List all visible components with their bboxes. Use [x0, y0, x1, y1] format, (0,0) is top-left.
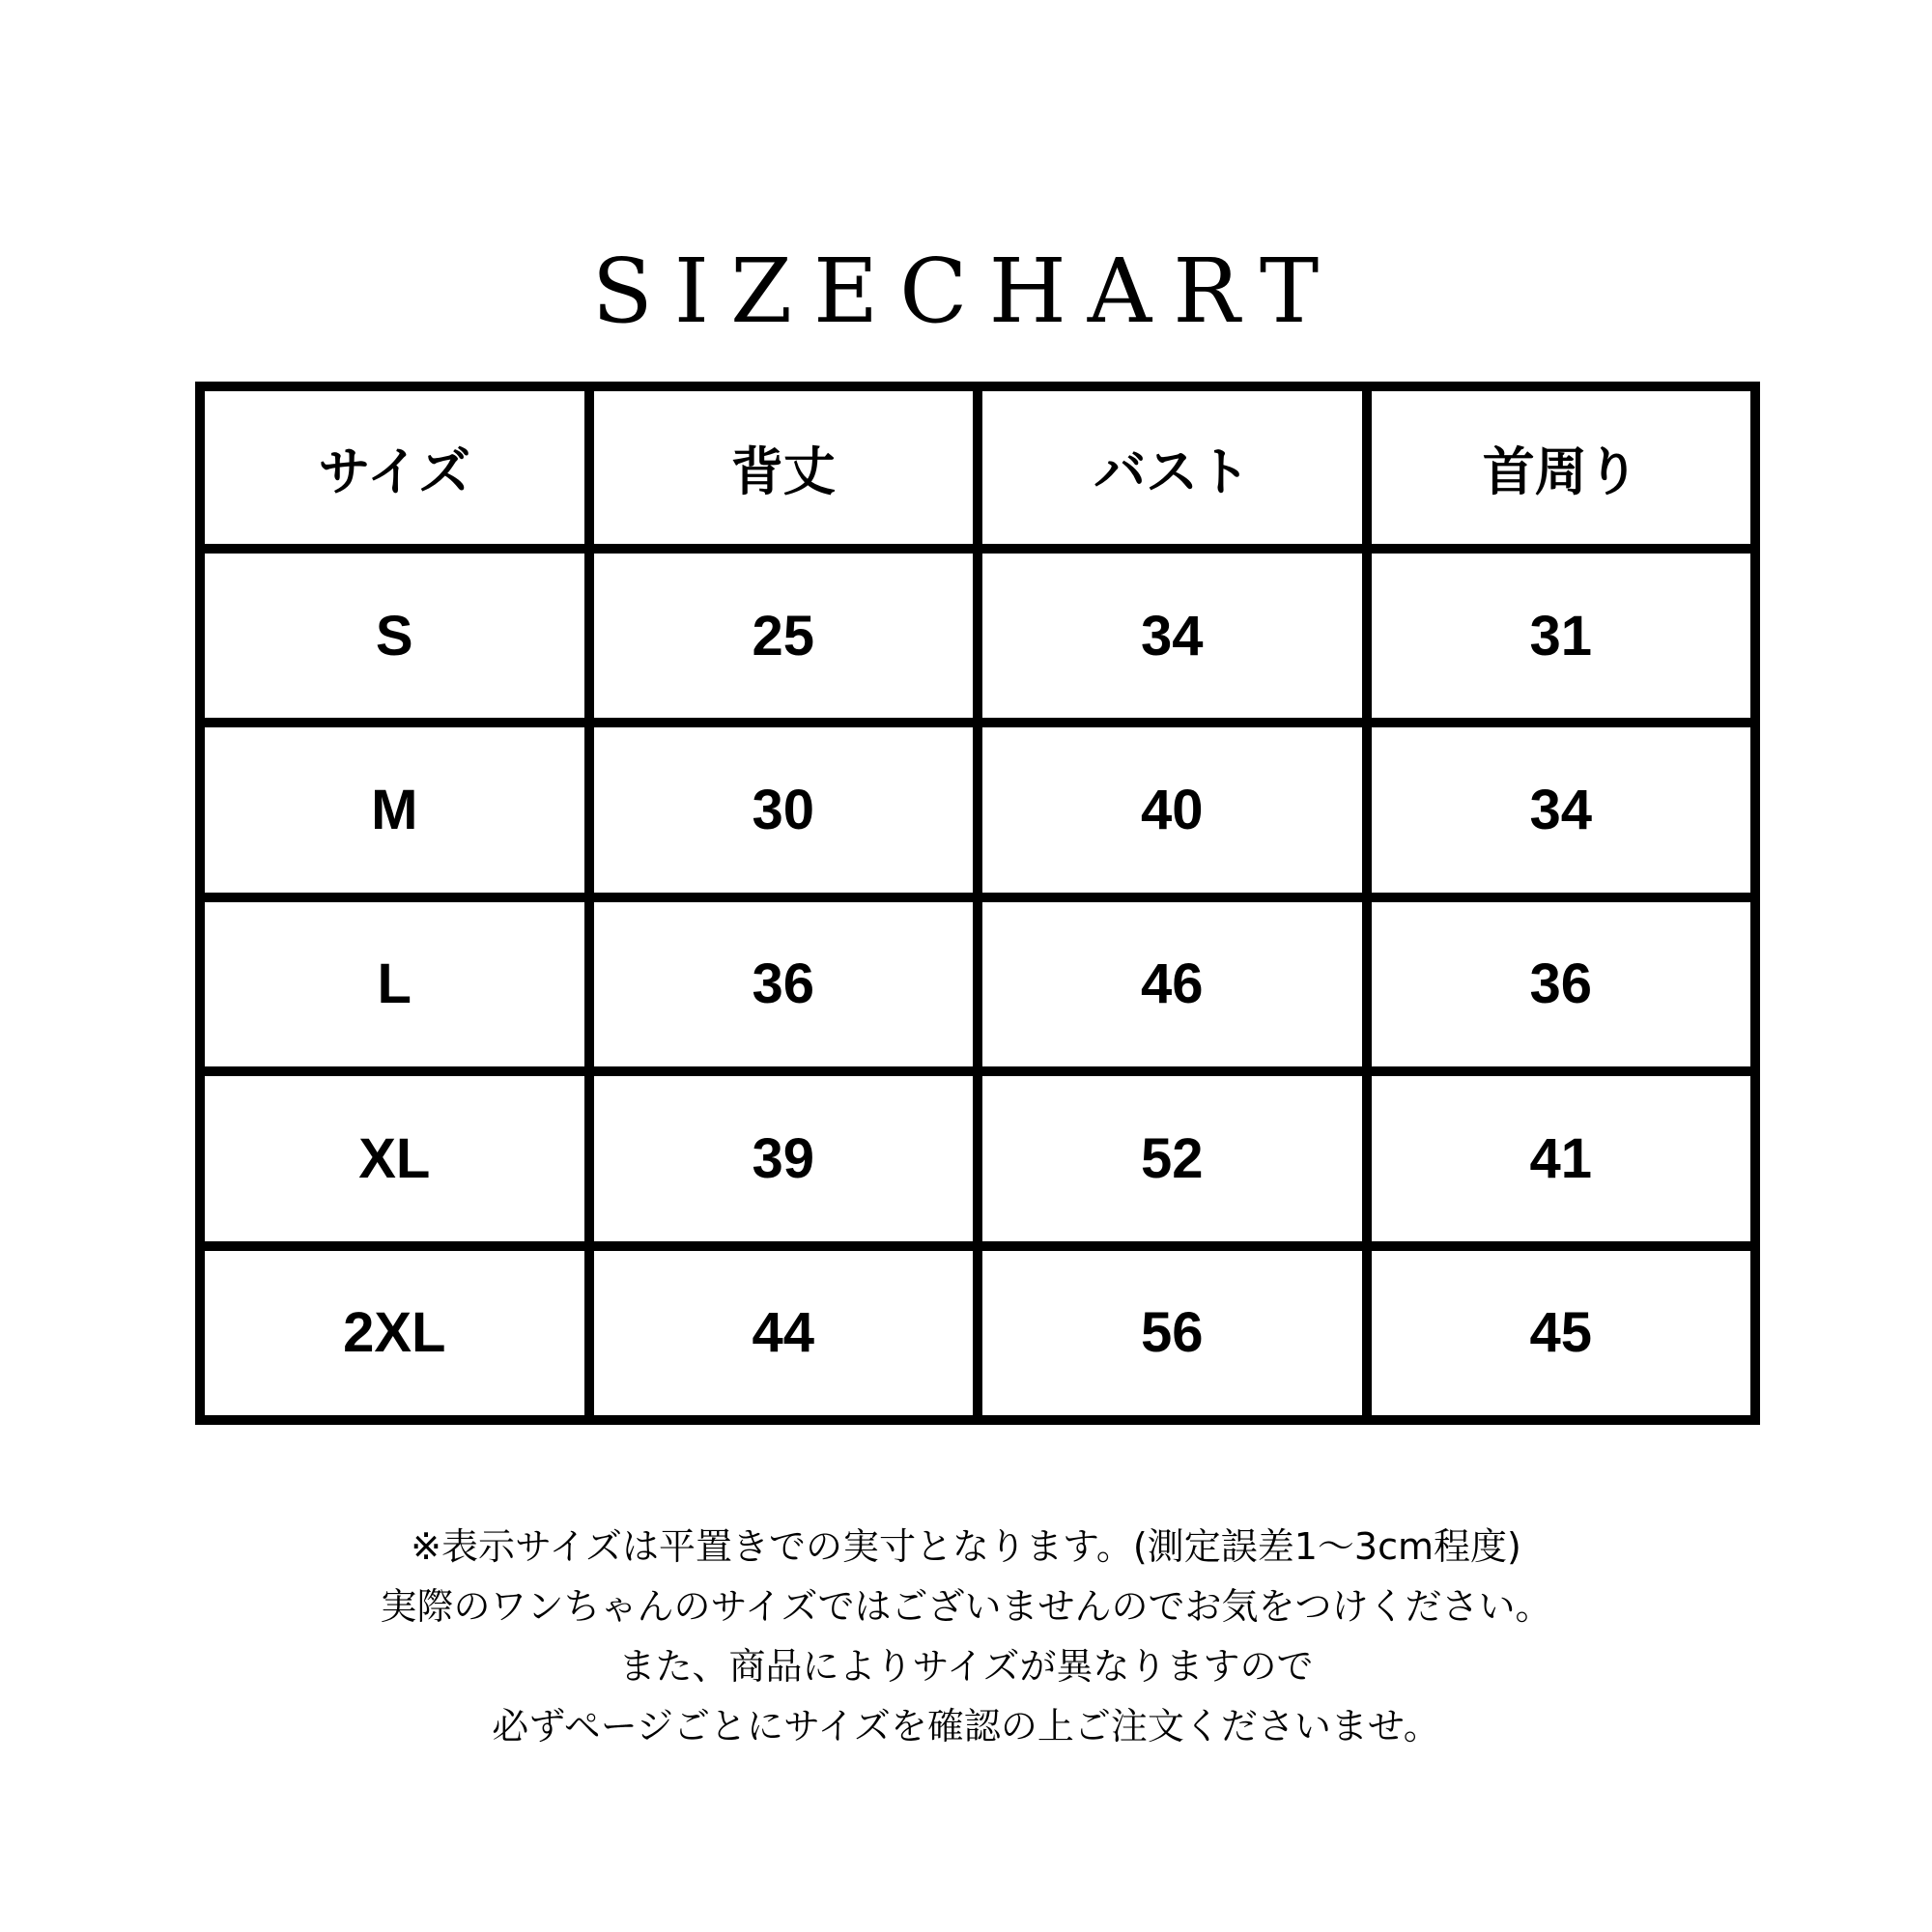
cell-bust: 40: [978, 723, 1367, 896]
cell-size: 2XL: [200, 1246, 589, 1420]
cell-neck: 31: [1367, 549, 1756, 723]
page-title: SIZECHART: [591, 239, 1341, 343]
cell-neck: 36: [1367, 897, 1756, 1071]
cell-back-length: 36: [589, 897, 979, 1071]
note-line: ※表示サイズは平置きでの実寸となります。(測定誤差1〜3cm程度): [411, 1525, 1521, 1568]
note-line: 必ずページごとにサイズを確認の上ご注文くださいませ。: [492, 1705, 1440, 1747]
header-back-length: 背丈: [589, 386, 979, 549]
cell-size: L: [200, 897, 589, 1071]
cell-bust: 46: [978, 897, 1367, 1071]
size-notes: [0, 1517, 1932, 1756]
cell-neck: 34: [1367, 723, 1756, 896]
cell-bust: 52: [978, 1071, 1367, 1245]
cell-size: S: [200, 549, 589, 723]
table-header-row: [200, 386, 1755, 549]
cell-back-length: 39: [589, 1071, 979, 1245]
cell-size: XL: [200, 1071, 589, 1245]
table-row: [200, 723, 1755, 896]
cell-size: M: [200, 723, 589, 896]
note-line: 実際のワンちゃんのサイズではございませんのでお気をつけください。: [380, 1585, 1552, 1628]
cell-back-length: 44: [589, 1246, 979, 1420]
header-size: サイズ: [200, 386, 589, 549]
size-chart-table: [195, 382, 1760, 1425]
note-line: また、商品によりサイズが異なりますので: [618, 1645, 1314, 1688]
cell-neck: 45: [1367, 1246, 1756, 1420]
table-row: [200, 549, 1755, 723]
table-row: [200, 1246, 1755, 1420]
table-row: [200, 897, 1755, 1071]
header-neck: 首周り: [1367, 386, 1756, 549]
cell-bust: 56: [978, 1246, 1367, 1420]
cell-back-length: 25: [589, 549, 979, 723]
header-bust: バスト: [978, 386, 1367, 549]
table-row: [200, 1071, 1755, 1245]
cell-bust: 34: [978, 549, 1367, 723]
cell-neck: 41: [1367, 1071, 1756, 1245]
cell-back-length: 30: [589, 723, 979, 896]
